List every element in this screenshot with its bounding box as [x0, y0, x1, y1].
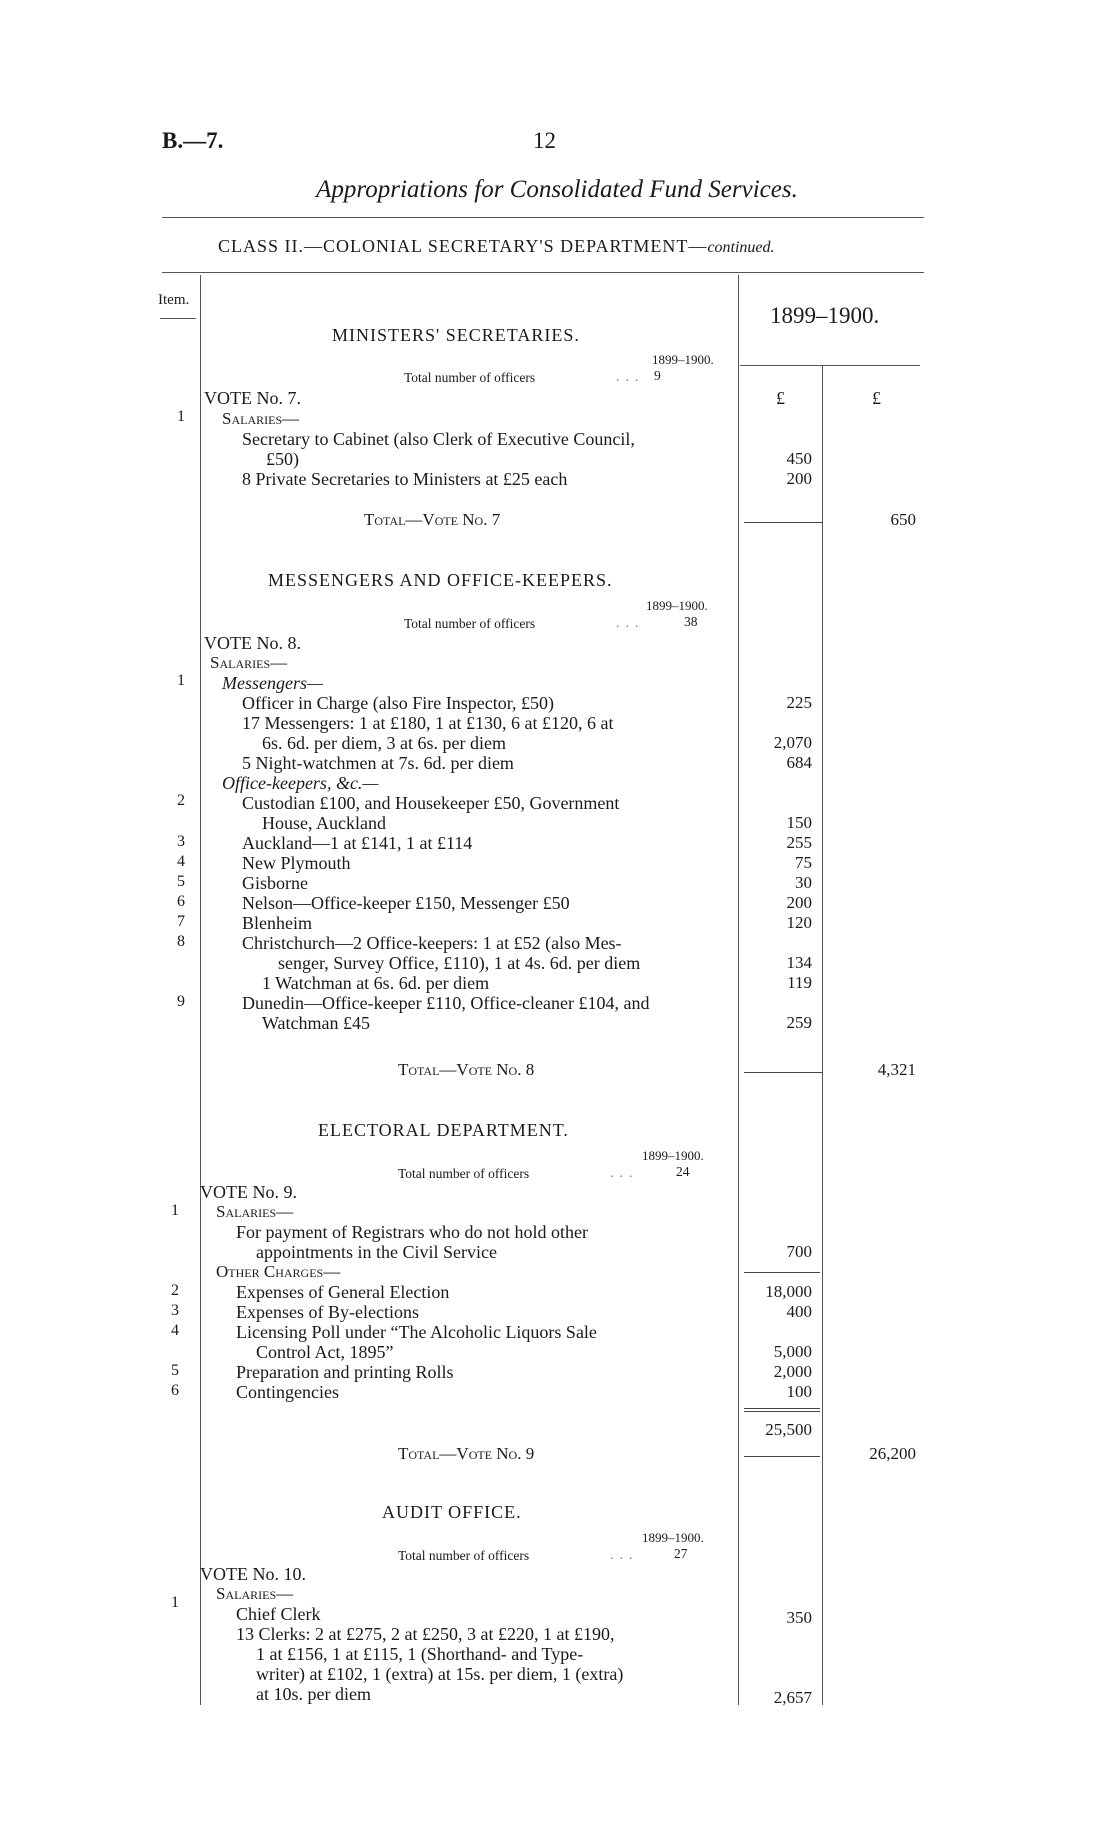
amount: 400	[786, 1302, 812, 1321]
line-item: House, Auckland	[262, 813, 386, 833]
subheading-other-charges: Other Charges—	[216, 1262, 341, 1281]
vote-heading: VOTE No. 7.	[204, 388, 301, 408]
officers-label: Total number of officers	[404, 370, 536, 385]
leader-dots: ...	[610, 1166, 639, 1181]
line-item: 1 Watchman at 6s. 6d. per diem	[262, 973, 490, 993]
item-number: 6	[171, 1382, 179, 1399]
line-item: 1 at £156, 1 at £115, 1 (Shorthand- and Type-	[256, 1644, 584, 1664]
subtotal-rule	[744, 1408, 820, 1409]
line-item: For payment of Registrars who do not hold other	[236, 1222, 588, 1242]
line-item: Expenses of By-elections	[236, 1302, 419, 1322]
line-item: writer) at £102, 1 (extra) at 15s. per diem, 1 (extra)	[256, 1664, 624, 1684]
amount: 450	[786, 449, 812, 468]
title-rule	[162, 217, 924, 218]
officers-count: 27	[674, 1546, 688, 1561]
amount: 5,000	[773, 1342, 812, 1361]
subtotal-rule	[744, 1272, 820, 1273]
item-number: 1	[177, 672, 185, 689]
officers-label: Total number of officers	[404, 616, 536, 631]
line-item: Dunedin—Office-keeper £110, Office-cleaner £104, and	[242, 993, 650, 1013]
item-number: 6	[177, 893, 185, 910]
line-item: Auckland—1 at £141, 1 at £114	[242, 833, 473, 853]
item-number: 8	[177, 933, 185, 950]
line-item: Blenheim	[242, 913, 312, 933]
item-number: 1	[171, 1202, 179, 1219]
officers-label: Total number of officers	[398, 1166, 530, 1181]
amount: 100	[786, 1382, 812, 1401]
page-number: 12	[533, 128, 556, 153]
amount: 119	[787, 973, 812, 992]
line-item: Gisborne	[242, 873, 308, 893]
subtotal-amount: 25,500	[765, 1420, 812, 1439]
line-item: 8 Private Secretaries to Ministers at £25 each	[242, 469, 568, 489]
subtotal-rule	[744, 1456, 820, 1457]
total-label: Total—Vote No. 8	[398, 1060, 535, 1079]
line-item: 13 Clerks: 2 at £275, 2 at £250, 3 at £220, 1 at £190,	[236, 1624, 615, 1644]
line-item: 6s. 6d. per diem, 3 at 6s. per diem	[262, 733, 506, 753]
vote-heading: VOTE No. 8.	[204, 633, 301, 653]
line-item: Control Act, 1895”	[256, 1342, 394, 1362]
amount: 684	[786, 753, 812, 772]
line-item: New Plymouth	[242, 853, 351, 873]
subtotal-rule	[744, 1072, 822, 1073]
item-number: 5	[171, 1362, 179, 1379]
line-item: Secretary to Cabinet (also Clerk of Executive Council,	[242, 429, 635, 449]
item-column-header: Item.	[158, 292, 190, 308]
item-header-rule	[160, 318, 196, 319]
year-header-rule	[740, 365, 920, 366]
amount: 134	[786, 953, 812, 972]
leader-dots: ...	[616, 616, 645, 631]
amount: 700	[786, 1242, 812, 1261]
amount: 30	[795, 873, 812, 892]
section-title-electoral: ELECTORAL DEPARTMENT.	[318, 1120, 569, 1140]
pound-header: £	[872, 388, 881, 408]
line-item: Expenses of General Election	[236, 1282, 450, 1302]
year-column-header: 1899–1900.	[770, 303, 880, 328]
line-item: Licensing Poll under “The Alcoholic Liquors Sale	[236, 1322, 597, 1342]
officers-count: 38	[684, 614, 698, 629]
line-item: Contingencies	[236, 1382, 339, 1402]
line-item: Custodian £100, and Housekeeper £50, Government	[242, 793, 620, 813]
item-number: 9	[177, 993, 185, 1010]
total-label: Total—Vote No. 9	[398, 1444, 535, 1463]
vote-total: 26,200	[869, 1444, 916, 1463]
subheading-salaries: Salaries—	[210, 653, 288, 672]
line-item: appointments in the Civil Service	[256, 1242, 497, 1262]
item-number: 1	[177, 408, 185, 425]
amount: 225	[786, 693, 812, 712]
item-number: 3	[177, 833, 185, 850]
amount: 150	[786, 813, 812, 832]
total-column-divider	[822, 365, 823, 1705]
line-item: Preparation and printing Rolls	[236, 1362, 454, 1382]
line-item: Officer in Charge (also Fire Inspector, £50)	[242, 693, 555, 713]
line-item: senger, Survey Office, £110), 1 at 4s. 6d. per diem	[278, 953, 641, 973]
vote-heading: VOTE No. 10.	[200, 1564, 306, 1584]
amount: 2,657	[773, 1688, 812, 1707]
officers-label: Total number of officers	[398, 1548, 530, 1563]
subheading-messengers: Messengers—	[222, 673, 323, 693]
item-number: 2	[177, 792, 185, 809]
page-title: Appropriations for Consolidated Fund Services.	[316, 176, 798, 203]
item-number: 2	[171, 1282, 179, 1299]
officers-count: 24	[676, 1164, 690, 1179]
total-label: Total—Vote No. 7	[364, 510, 501, 529]
line-item: at 10s. per diem	[256, 1684, 371, 1704]
item-number: 7	[177, 913, 185, 930]
amount: 255	[786, 833, 812, 852]
page-identifier: B.—7.	[162, 128, 224, 153]
subheading-office-keepers: Office-keepers, &c.—	[222, 773, 379, 793]
amount: 75	[795, 853, 812, 872]
item-column-divider	[200, 275, 201, 1705]
amount: 350	[786, 1608, 812, 1627]
line-item: 5 Night-watchmen at 7s. 6d. per diem	[242, 753, 514, 773]
subheading-salaries: Salaries—	[216, 1202, 294, 1221]
subtotal-rule	[744, 522, 822, 523]
amount: 259	[786, 1013, 812, 1032]
amount: 120	[786, 913, 812, 932]
officers-year: 1899–1900.	[646, 598, 708, 613]
officers-year: 1899–1900.	[642, 1530, 704, 1545]
section-title-ministers: MINISTERS' SECRETARIES.	[332, 325, 580, 345]
amount: 200	[786, 469, 812, 488]
vote-heading: VOTE No. 9.	[200, 1182, 297, 1202]
item-number: 3	[171, 1302, 179, 1319]
vote-total: 650	[890, 510, 916, 529]
leader-dots: ...	[616, 370, 645, 385]
subheading-salaries: Salaries—	[222, 409, 300, 428]
officers-year: 1899–1900.	[642, 1148, 704, 1163]
amount: 2,000	[773, 1362, 812, 1381]
subheading-salaries: Salaries—	[216, 1584, 294, 1603]
section-title-audit: AUDIT OFFICE.	[382, 1502, 522, 1522]
officers-count: 9	[654, 368, 661, 383]
amount: 200	[786, 893, 812, 912]
line-item: £50)	[266, 449, 299, 469]
class-heading: CLASS II.—COLONIAL SECRETARY'S DEPARTMENT—continued.	[218, 236, 775, 256]
amount-column-divider	[738, 275, 739, 1705]
line-item: 17 Messengers: 1 at £180, 1 at £130, 6 at £120, 6 at	[242, 713, 614, 733]
subtotal-rule	[744, 1411, 820, 1412]
item-number: 4	[171, 1322, 179, 1339]
line-item: Watchman £45	[262, 1013, 371, 1033]
item-number: 4	[177, 853, 185, 870]
class-rule	[162, 272, 924, 273]
leader-dots: ...	[610, 1548, 639, 1563]
line-item: Chief Clerk	[236, 1604, 321, 1624]
section-title-messengers: MESSENGERS AND OFFICE-KEEPERS.	[268, 570, 613, 590]
vote-total: 4,321	[877, 1060, 916, 1079]
item-number: 5	[177, 873, 185, 890]
amount: 18,000	[765, 1282, 812, 1301]
line-item: Christchurch—2 Office-keepers: 1 at £52 (also Mes-	[242, 933, 622, 953]
line-item: Nelson—Office-keeper £150, Messenger £50	[242, 893, 570, 913]
officers-year: 1899–1900.	[652, 352, 714, 367]
pound-header: £	[776, 388, 785, 408]
item-number: 1	[171, 1594, 179, 1611]
amount: 2,070	[773, 733, 812, 752]
